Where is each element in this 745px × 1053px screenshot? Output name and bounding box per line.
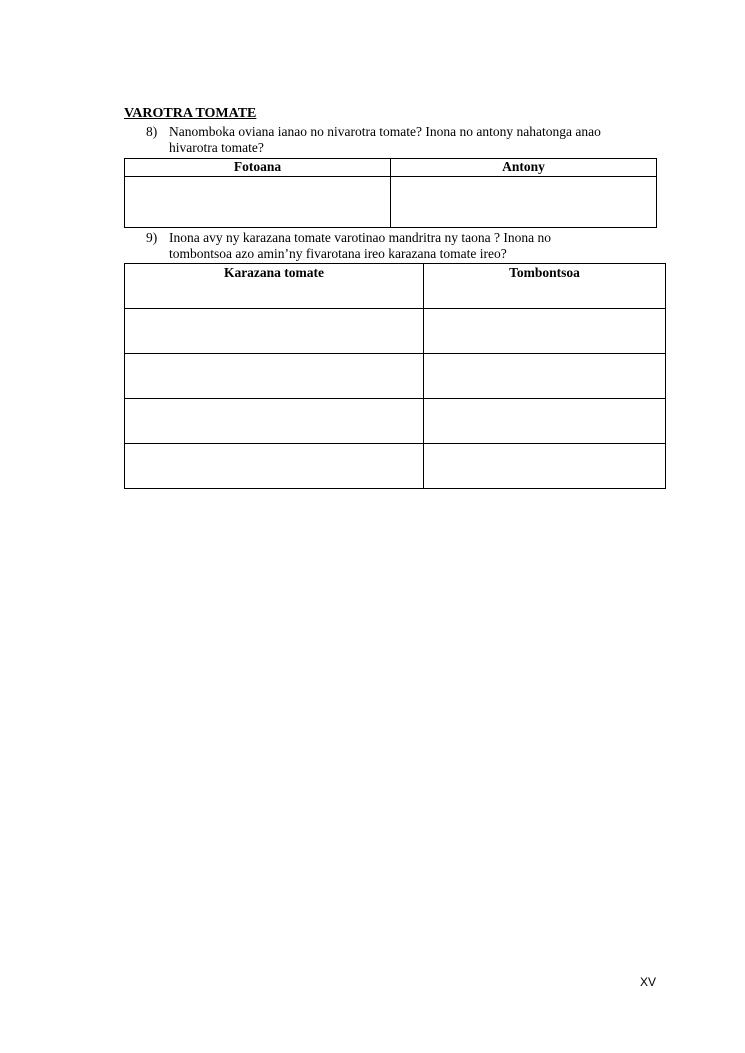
column-header-fotoana: Fotoana [125,159,391,177]
table-cell[interactable] [125,444,424,489]
section-title: VAROTRA TOMATE [124,106,257,121]
question-number: 8) [146,124,158,139]
table-timing-reason [124,158,657,228]
question-text [169,124,601,156]
table-row [125,399,666,444]
table-cell[interactable] [424,444,666,489]
question-line: Nanomboka oviana ianao no nivarotra tomate? Inona no antony nahatonga anao [169,124,601,139]
column-header-antony: Antony [391,159,657,177]
table-cell[interactable] [424,309,666,354]
table-row [125,309,666,354]
table-row [125,444,666,489]
table-cell[interactable] [125,354,424,399]
question-line: Inona avy ny karazana tomate varotinao mandritra ny taona ? Inona no [169,230,551,245]
table-row [125,354,666,399]
question-line: hivarotra tomate? [169,140,264,155]
table-header-row [125,264,666,309]
table-varieties-benefits [124,263,666,489]
table-cell[interactable] [125,309,424,354]
table-cell[interactable] [424,399,666,444]
question-line: tombontsoa azo amin’ny fivarotana ireo karazana tomate ireo? [169,246,507,261]
column-header-tombontsoa: Tombontsoa [424,264,666,309]
table-cell[interactable] [125,177,391,228]
question-text [169,230,551,262]
question-8 [146,124,666,156]
table-cell[interactable] [424,354,666,399]
table-cell[interactable] [391,177,657,228]
table-row [125,177,657,228]
column-header-karazana-tomate: Karazana tomate [125,264,424,309]
question-9 [146,230,666,262]
question-number: 9) [146,230,158,245]
table-header-row [125,159,657,177]
page-number: XV [640,975,657,989]
table-cell[interactable] [125,399,424,444]
